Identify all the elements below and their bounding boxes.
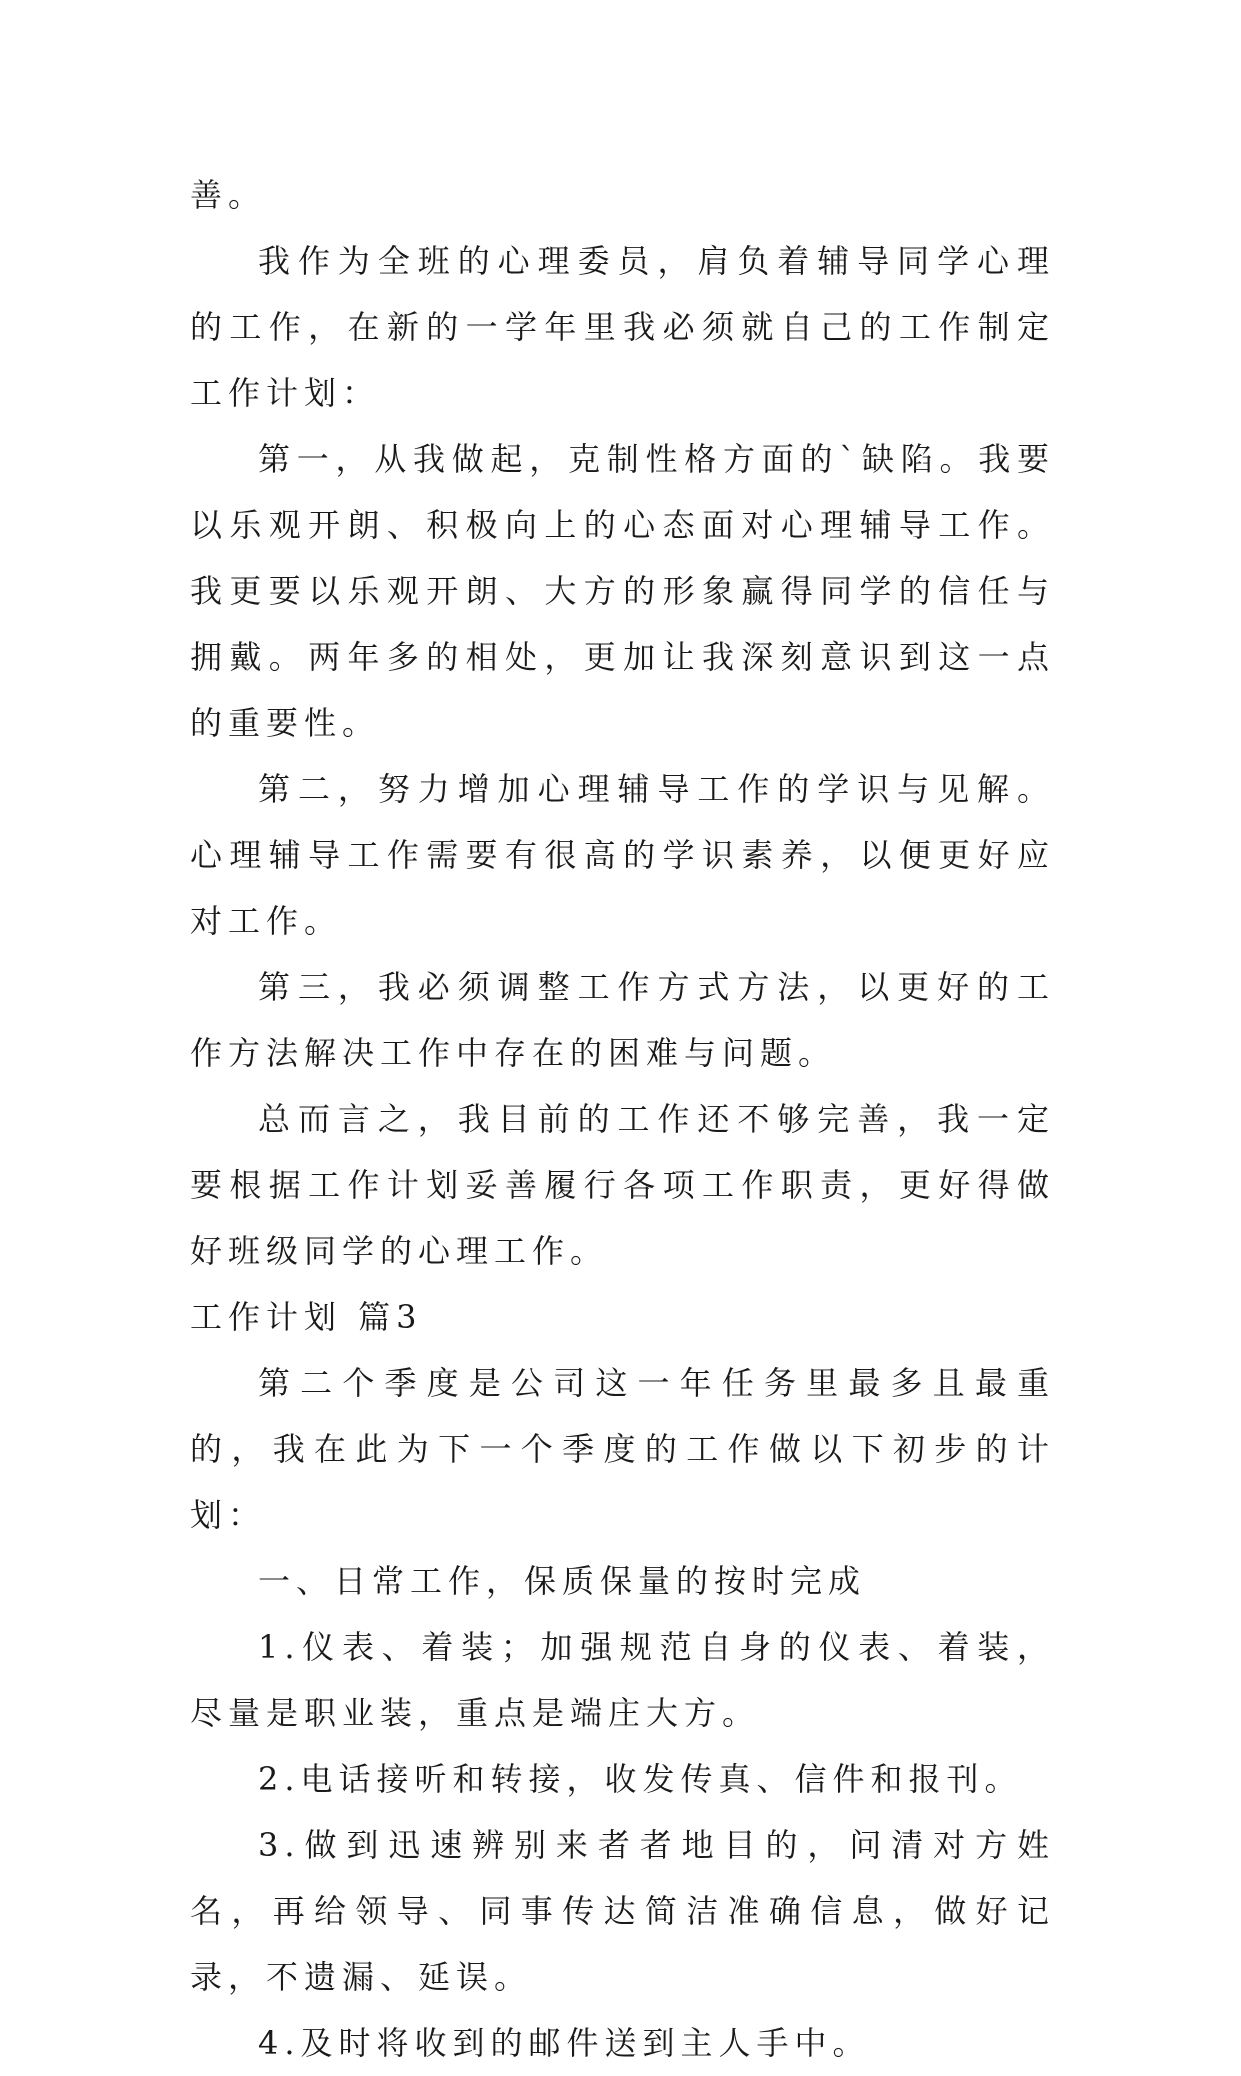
list-item-4: 4.及时将收到的邮件送到主人手中。	[258, 2024, 871, 2062]
list-heading-daily-work: 一、日常工作，保质保量的按时完成	[258, 1562, 867, 1600]
paragraph-intro: 我作为全班的心理委员，肩负着辅导同学心理的工作，在新的一学年里我必须就自己的工作制定工作计划：	[190, 242, 1055, 412]
paragraph-continuation: 善。	[190, 176, 267, 214]
paragraph-point-1: 第一，从我做起，克制性格方面的`缺陷。我要以乐观开朗、积极向上的心态面对心理辅导工作。我更要以乐观开朗、大方的形象赢得同学的信任与拥戴。两年多的相处，更加让我深刻意识到这一点的重要性。	[190, 440, 1055, 742]
list-item-1: 1.仪表、着装；加强规范自身的仪表、着装，尽量是职业装，重点是端庄大方。	[190, 1628, 1055, 1732]
paragraph-point-2: 第二，努力增加心理辅导工作的学识与见解。心理辅导工作需要有很高的学识素养，以便更好应对工作。	[190, 770, 1055, 940]
paragraph-point-3: 第三，我必须调整工作方式方法，以更好的工作方法解决工作中存在的困难与问题。	[190, 968, 1055, 1072]
list-item-3: 3.做到迅速辨别来者者地目的，问清对方姓名，再给领导、同事传达简洁准确信息，做好记录，不遗漏、延误。	[190, 1826, 1055, 1996]
document-body	[190, 162, 1055, 2076]
paragraph-summary: 总而言之，我目前的工作还不够完善，我一定要根据工作计划妥善履行各项工作职责，更好得做好班级同学的心理工作。	[190, 1100, 1055, 1270]
list-item-2: 2.电话接听和转接，收发传真、信件和报刊。	[258, 1760, 1023, 1798]
section-heading: 工作计划 篇3	[190, 1298, 423, 1336]
paragraph-quarter-plan: 第二个季度是公司这一年任务里最多且最重的，我在此为下一个季度的工作做以下初步的计划：	[190, 1364, 1055, 1534]
